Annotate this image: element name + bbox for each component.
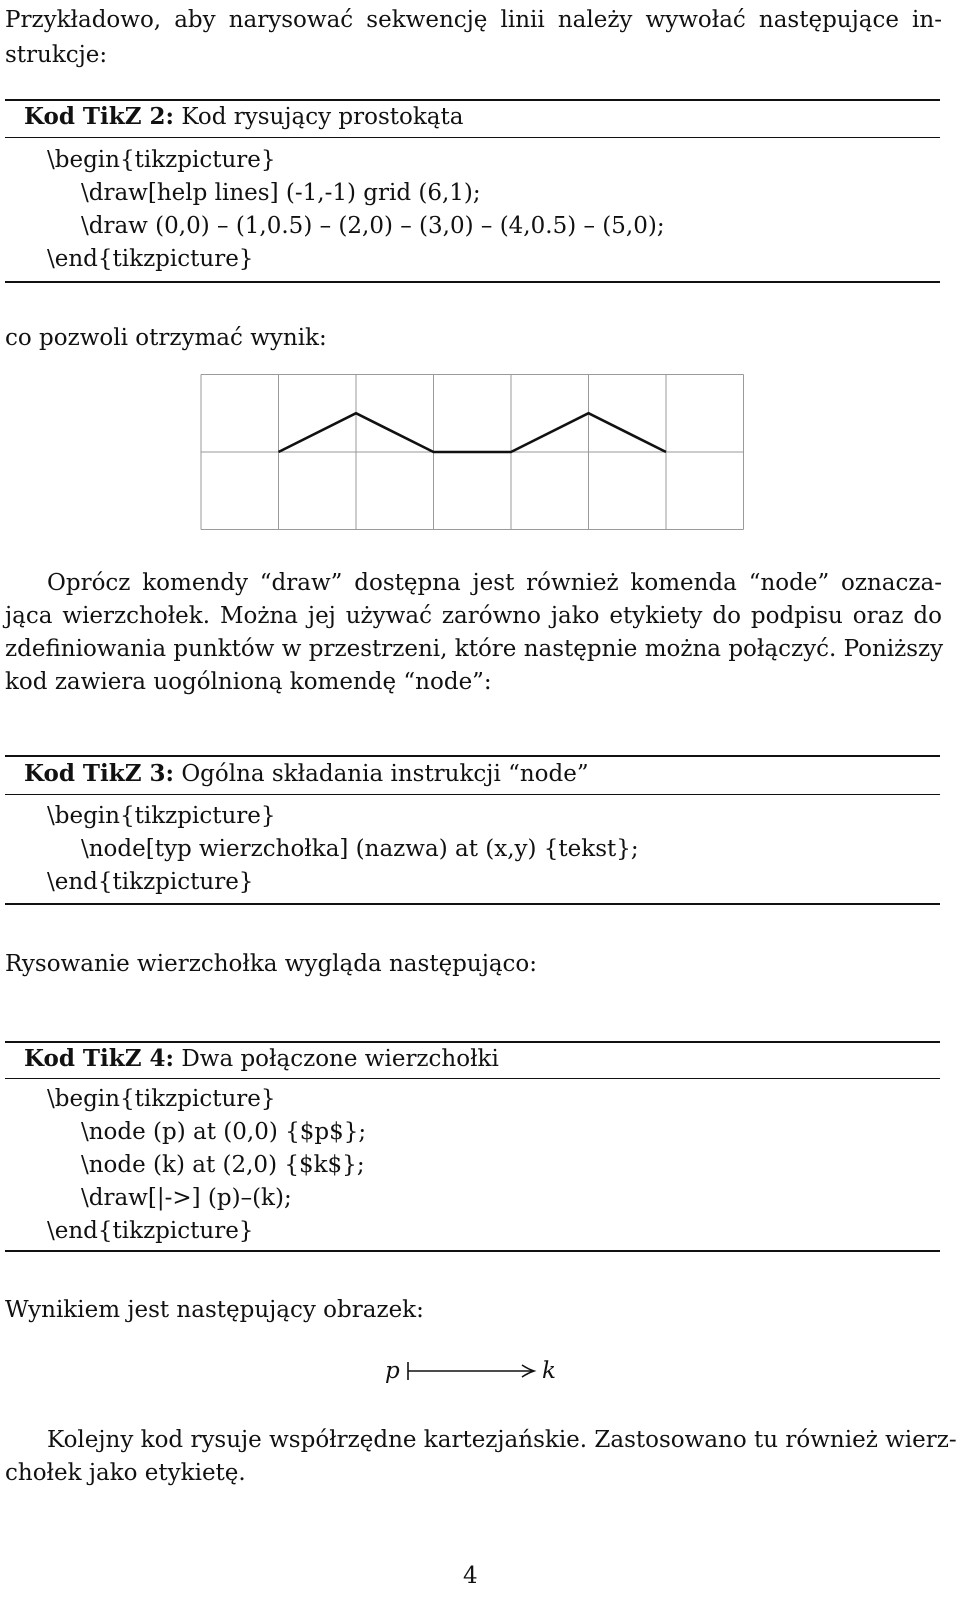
listing3-caption (24, 757, 589, 791)
node-k: k (542, 1358, 556, 1384)
listing4-caption-text: Dwa połączone wierzchołki (181, 1046, 499, 1072)
listing4-bottom-rule (5, 1250, 940, 1252)
node-para-line-4: kod zawiera uogólnioną komendę “node”: (5, 669, 492, 695)
listing4-line-5: \end{tikzpicture} (47, 1218, 254, 1244)
node-para-line-2: jąca wierzchołek. Można jej używać zarówno jako etykiety do podpisu oraz do (5, 603, 942, 629)
listing4-line-3: \node (k) at (2,0) {$k$}; (81, 1152, 365, 1178)
final-para-line-1: Kolejny kod rysuje współrzędne kartezjańskie. Zastosowano tu również wierz- (47, 1427, 957, 1453)
node-para-line-1: Oprócz komendy “draw” dostępna jest również komenda “node” oznacza- (47, 570, 942, 596)
listing4-line-1: \begin{tikzpicture} (47, 1086, 276, 1112)
node-para-line-3: zdefiniowania punktów w przestrzeni, które następnie można połączyć. Poniższy (5, 636, 944, 662)
node-p: p (385, 1358, 400, 1384)
listing2-caption-text: Kod rysujący prostokąta (181, 104, 464, 130)
listing4-line-4: \draw[|->] (p)–(k); (81, 1185, 292, 1211)
listing3-label: Kod TikZ 3: (24, 760, 174, 787)
draw-vertex-text: Rysowanie wierzchołka wygląda następująco: (5, 951, 538, 977)
listing3-line-2: \node[typ wierzchołka] (nazwa) at (x,y) {tekst}; (81, 836, 639, 862)
listing3-caption-rule (5, 794, 940, 795)
zigzag-path (279, 413, 667, 452)
listing4-caption-rule (5, 1078, 940, 1079)
page-number: 4 (463, 1563, 478, 1589)
listing3-line-1: \begin{tikzpicture} (47, 803, 276, 829)
listing2-caption (24, 100, 463, 134)
listing2-label: Kod TikZ 2: (24, 103, 174, 130)
listing3-caption-text: Ogólna składania instrukcji “node” (181, 761, 589, 787)
listing2-caption-rule (5, 137, 940, 138)
listing3-bottom-rule (5, 903, 940, 905)
intro-line-2: strukcje: (5, 42, 108, 68)
listing4-label: Kod TikZ 4: (24, 1045, 174, 1072)
listing2-line-2: \draw[help lines] (-1,-1) grid (6,1); (81, 180, 481, 206)
intro-line-1: Przykładowo, aby narysować sekwencję linii należy wywołać następujące in- (5, 7, 942, 33)
node-arrow-figure (380, 1350, 580, 1400)
listing2-line-1: \begin{tikzpicture} (47, 147, 276, 173)
listing2-bottom-rule (5, 281, 940, 283)
result2-text: Wynikiem jest następujący obrazek: (5, 1297, 424, 1323)
listing2-line-4: \end{tikzpicture} (47, 246, 254, 272)
result-text: co pozwoli otrzymać wynik: (5, 325, 327, 351)
final-para-line-2: chołek jako etykietę. (5, 1460, 246, 1486)
listing2-line-3: \draw (0,0) – (1,0.5) – (2,0) – (3,0) – (4,0.5) – (5,0); (81, 213, 665, 239)
listing4-line-2: \node (p) at (0,0) {$p$}; (81, 1119, 367, 1145)
tikz-grid-figure (196, 370, 756, 535)
listing3-line-3: \end{tikzpicture} (47, 869, 254, 895)
listing4-caption (24, 1042, 499, 1076)
